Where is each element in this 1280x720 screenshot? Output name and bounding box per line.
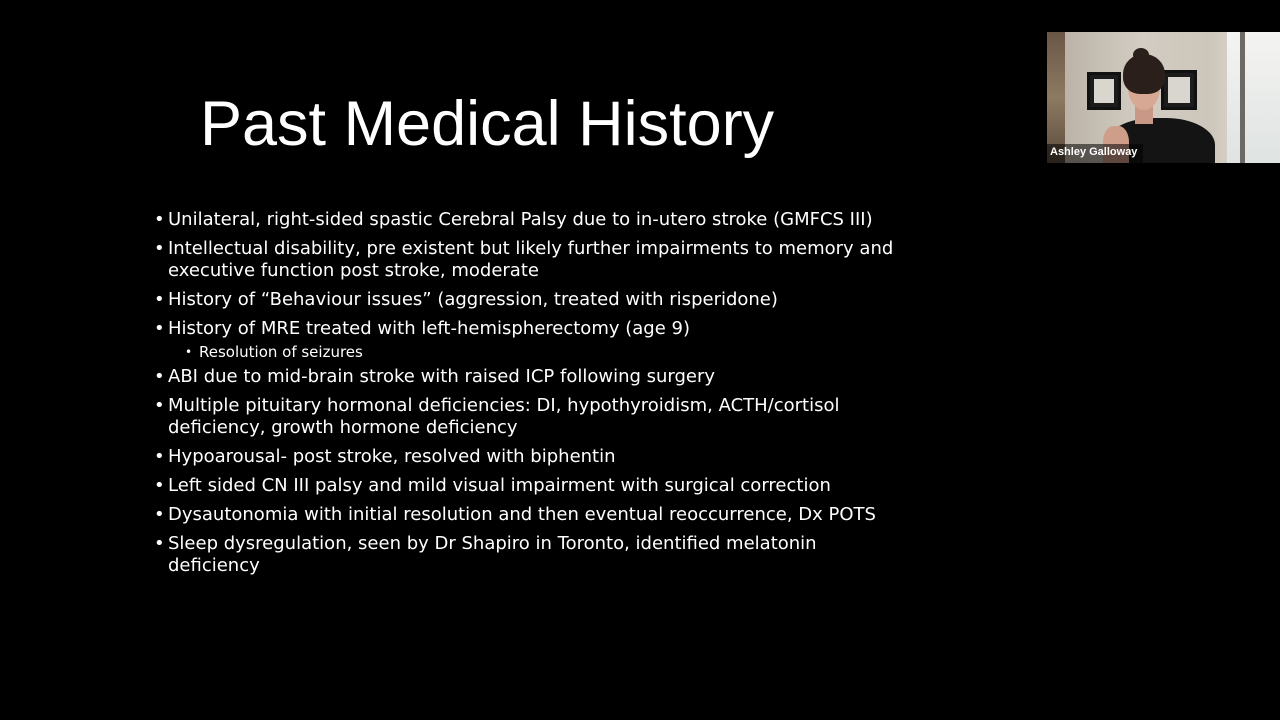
participant-hair-bun-image [1133,48,1149,62]
slide-title: Past Medical History [200,89,775,159]
bullet-item: • Multiple pituitary hormonal deficiencies: DI, hypothyroidism, ACTH/cortisol deficiency, growth hormone deficiency [154,395,914,439]
bullet-item: • Left sided CN III palsy and mild visual impairment with surgical correction [154,475,914,497]
bullet-item: • Intellectual disability, pre existent but likely further impairments to memory and executive function post stroke, moderate [154,238,914,282]
bullet-item: • Dysautonomia with initial resolution and then eventual reoccurrence, Dx POTS [154,504,914,526]
bullet-item: • ABI due to mid-brain stroke with raised ICP following surgery [154,366,914,388]
bullet-text: History of MRE treated with left-hemispherectomy (age 9) [168,318,690,339]
bullet-list [154,209,914,584]
sub-bullet-item: • Resolution of seizures [185,342,914,362]
participant-name-label: Ashley Galloway [1047,144,1143,163]
bullet-item: • History of “Behaviour issues” (aggression, treated with risperidone) [154,289,914,311]
participant-video-tile[interactable] [1047,32,1280,163]
bullet-item [154,318,914,362]
bullet-item: • Hypoarousal- post stroke, resolved with biphentin [154,446,914,468]
sub-bullet-list [168,342,914,362]
window-frame-image [1240,32,1245,163]
window-image [1227,32,1280,163]
bullet-item: • Sleep dysregulation, seen by Dr Shapiro in Toronto, identified melatonin deficiency [154,533,914,577]
picture-frame-image [1087,72,1121,110]
bullet-item: • Unilateral, right-sided spastic Cerebral Palsy due to in-utero stroke (GMFCS III) [154,209,914,231]
picture-frame-image [1161,70,1197,110]
